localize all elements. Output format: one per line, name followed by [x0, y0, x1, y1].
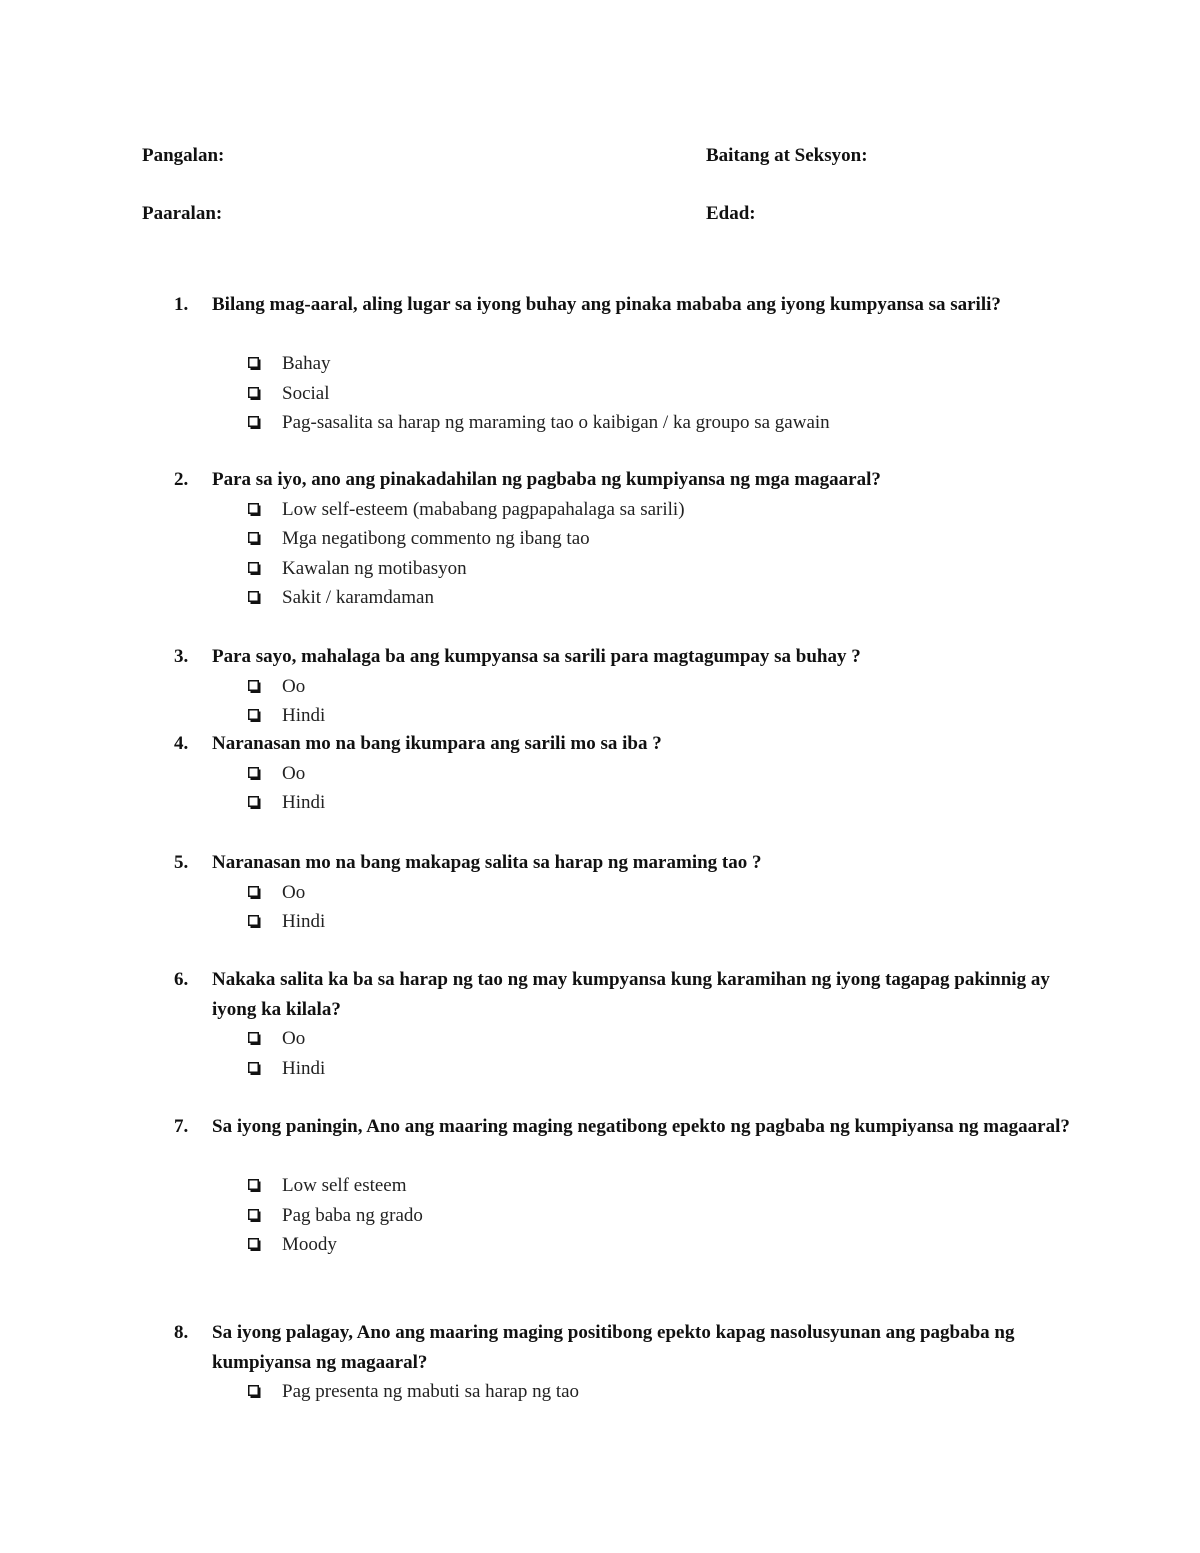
- checkbox-icon[interactable]: [248, 1032, 261, 1045]
- answer-option[interactable]: [0, 1054, 1200, 1084]
- question-row: [0, 1318, 1200, 1377]
- answer-option[interactable]: [0, 554, 1200, 584]
- checkbox-icon[interactable]: [248, 767, 261, 780]
- question-3: [0, 642, 1200, 731]
- option-label: Hindi: [282, 792, 326, 813]
- answer-option[interactable]: [0, 907, 1200, 937]
- checkbox-icon[interactable]: [248, 1209, 261, 1222]
- checkbox-icon[interactable]: [248, 532, 261, 545]
- option-label: Social: [282, 382, 330, 404]
- option-list: [0, 759, 1200, 818]
- question-number: 7.: [174, 1116, 189, 1137]
- answer-option[interactable]: [0, 379, 1200, 409]
- question-number: 8.: [174, 1322, 189, 1343]
- age-label: Edad:: [706, 203, 756, 224]
- question-6: [0, 965, 1200, 1083]
- answer-option[interactable]: [0, 408, 1200, 438]
- question-7: [0, 1112, 1200, 1260]
- option-label: Moody: [282, 1234, 337, 1255]
- option-list: [0, 1171, 1200, 1260]
- answer-option[interactable]: [0, 1024, 1200, 1054]
- question-number: 4.: [174, 733, 189, 754]
- option-label: Sakit / karamdaman: [282, 587, 434, 608]
- option-label: Hindi: [282, 705, 326, 726]
- option-label: Oo: [282, 762, 306, 784]
- option-label: Pag presenta ng mabuti sa harap ng tao: [282, 1381, 580, 1402]
- question-text: Sa iyong paningin, Ano ang maaring maging negatibong epekto ng pagbaba ng kumpiyansa ng magaaral?: [212, 1116, 1070, 1137]
- option-label: Oo: [282, 675, 306, 697]
- answer-option[interactable]: [0, 1230, 1200, 1260]
- question-text: Para sayo, mahalaga ba ang kumpyansa sa sarili para magtagumpay sa buhay ?: [212, 646, 861, 667]
- option-label: Hindi: [282, 1057, 326, 1079]
- answer-option[interactable]: [0, 524, 1200, 554]
- question-text: Naranasan mo na bang makapag salita sa harap ng maraming tao ?: [212, 852, 762, 873]
- question-number: 5.: [174, 852, 189, 873]
- checkbox-icon[interactable]: [248, 591, 261, 604]
- option-label: Low self-esteem (mababang pagpapahalaga sa sarili): [282, 498, 685, 520]
- question-row: [0, 848, 1200, 878]
- option-label: Pag-sasalita sa harap ng maraming tao o kaibigan / ka groupo sa gawain: [282, 412, 830, 433]
- question-row: [0, 465, 1200, 495]
- option-list: [0, 495, 1200, 613]
- checkbox-icon[interactable]: [248, 1062, 261, 1075]
- checkbox-icon[interactable]: [248, 1179, 261, 1192]
- question-row: [0, 642, 1200, 672]
- checkbox-icon[interactable]: [248, 1385, 261, 1398]
- question-text: Nakaka salita ka ba sa harap ng tao ng may kumpyansa kung karamihan ng iyong tagapag pakinnig ay iyong ka kilala?: [212, 969, 1050, 1020]
- checkbox-icon[interactable]: [248, 357, 261, 370]
- option-label: Low self esteem: [282, 1175, 407, 1196]
- option-label: Bahay: [282, 353, 331, 374]
- question-text: Sa iyong palagay, Ano ang maaring maging positibong epekto kapag nasolusyunan ang pagbaba ng kumpiyansa ng magaaral?: [212, 1322, 1015, 1373]
- option-list: [0, 672, 1200, 731]
- option-list: [0, 878, 1200, 937]
- grade-section-label: Baitang at Seksyon:: [706, 145, 868, 166]
- answer-option[interactable]: [0, 878, 1200, 908]
- checkbox-icon[interactable]: [248, 680, 261, 693]
- question-text: Bilang mag-aaral, aling lugar sa iyong buhay ang pinaka mababa ang iyong kumpyansa sa sarili?: [212, 294, 1001, 315]
- question-number: 6.: [174, 969, 189, 990]
- option-list: [0, 1024, 1200, 1083]
- option-label: Pag baba ng grado: [282, 1204, 423, 1226]
- question-5: [0, 848, 1200, 937]
- checkbox-icon[interactable]: [248, 709, 261, 722]
- checkbox-icon[interactable]: [248, 1238, 261, 1251]
- option-label: Oo: [282, 881, 306, 903]
- answer-option[interactable]: [0, 672, 1200, 702]
- question-text: Para sa iyo, ano ang pinakadahilan ng pagbaba ng kumpiyansa ng mga magaaral?: [212, 469, 881, 490]
- checkbox-icon[interactable]: [248, 562, 261, 575]
- option-list: [0, 1377, 1200, 1407]
- question-4: [0, 729, 1200, 818]
- option-label: Kawalan ng motibasyon: [282, 557, 467, 579]
- answer-option[interactable]: [0, 349, 1200, 379]
- question-number: 2.: [174, 469, 189, 490]
- answer-option[interactable]: [0, 701, 1200, 731]
- answer-option[interactable]: [0, 1201, 1200, 1231]
- option-label: Mga negatibong commento ng ibang tao: [282, 528, 590, 549]
- answer-option[interactable]: [0, 583, 1200, 613]
- school-label: Paaralan:: [142, 203, 223, 224]
- question-row: [0, 1112, 1200, 1171]
- question-text: Naranasan mo na bang ikumpara ang sarili mo sa iba ?: [212, 733, 662, 754]
- answer-option[interactable]: [0, 1377, 1200, 1407]
- checkbox-icon[interactable]: [248, 416, 261, 429]
- name-label: Pangalan:: [142, 145, 225, 166]
- checkbox-icon[interactable]: [248, 503, 261, 516]
- question-row: [0, 290, 1200, 349]
- question-1: [0, 290, 1200, 438]
- option-label: Oo: [282, 1028, 306, 1049]
- answer-option[interactable]: [0, 495, 1200, 525]
- answer-option[interactable]: [0, 759, 1200, 789]
- question-8: [0, 1318, 1200, 1407]
- answer-option[interactable]: [0, 1171, 1200, 1201]
- checkbox-icon[interactable]: [248, 886, 261, 899]
- question-number: 1.: [174, 294, 189, 315]
- checkbox-icon[interactable]: [248, 387, 261, 400]
- question-row: [0, 965, 1200, 1024]
- option-list: [0, 349, 1200, 438]
- question-2: [0, 465, 1200, 613]
- checkbox-icon[interactable]: [248, 915, 261, 928]
- answer-option[interactable]: [0, 788, 1200, 818]
- question-row: [0, 729, 1200, 759]
- checkbox-icon[interactable]: [248, 796, 261, 809]
- question-number: 3.: [174, 646, 189, 667]
- option-label: Hindi: [282, 911, 326, 932]
